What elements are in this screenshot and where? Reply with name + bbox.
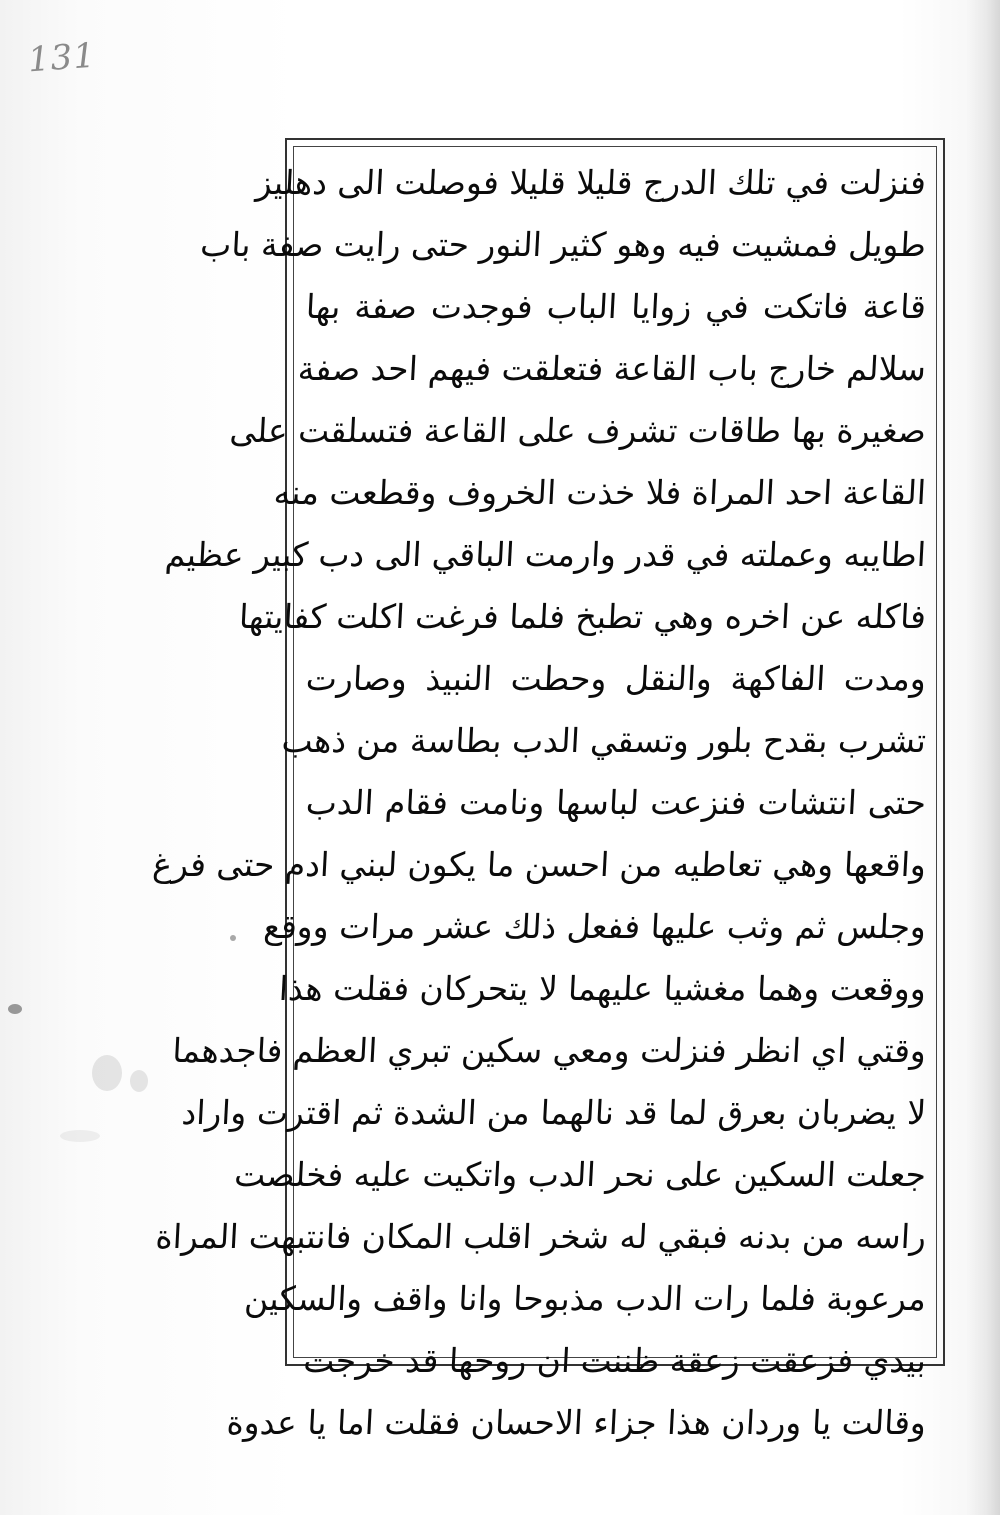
folio-number: 131 xyxy=(26,35,98,81)
manuscript-line: فنزلت في تلك الدرج قليلا قليلا فوصلت الى دهليز xyxy=(254,163,928,202)
manuscript-line: سلالم خارج باب القاعة فتعلقت فيهم احد صفة xyxy=(296,349,928,388)
manuscript-line: مرعوبة فلما رات الدب مذبوحا وانا واقف والسكين xyxy=(243,1279,928,1318)
manuscript-line: وقتي اي انظر فنزلت ومعي سكين تبري العظم فاجدهما xyxy=(171,1031,928,1070)
manuscript-line: وقالت يا وردان هذا جزاء الاحسان فقلت اما يا عدوة xyxy=(225,1403,928,1442)
binding-gutter-shadow xyxy=(966,0,1000,1515)
ink-dot xyxy=(8,1004,22,1014)
manuscript-line: لا يضربان بعرق لما قد نالهما من الشدة ثم اقترت واراد xyxy=(180,1093,928,1132)
manuscript-line: قاعة فاتكت في زوايا الباب فوجدت صفة بها xyxy=(305,287,928,326)
manuscript-line: تشرب بقدح بلور وتسقي الدب بطاسة من ذهب xyxy=(280,721,928,760)
manuscript-line: ووقعت وهما مغشيا عليهما لا يتحركان فقلت هذا xyxy=(278,969,928,1008)
manuscript-line: طويل فمشيت فيه وهو كثير النور حتى رايت صفة باب xyxy=(199,225,928,264)
manuscript-text-block xyxy=(151,152,932,1442)
ink-stain xyxy=(92,1055,122,1091)
manuscript-line: وجلس ثم وثب عليها ففعل ذلك عشر مرات ووقع xyxy=(262,907,928,946)
ink-stain xyxy=(130,1070,148,1092)
manuscript-line: القاعة احد المراة فلا خذت الخروف وقطعت منه xyxy=(272,473,928,512)
paper-stain xyxy=(60,1130,100,1142)
manuscript-line: اطايبه وعملته في قدر وارمت الباقي الى دب كبير عظيم xyxy=(164,535,928,574)
manuscript-line: حتى انتشات فنزعت لباسها ونامت فقام الدب xyxy=(305,783,928,822)
manuscript-line: جعلت السكين على نحر الدب واتكيت عليه فخلصت xyxy=(233,1155,928,1194)
manuscript-line: واقعها وهي تعاطيه من احسن ما يكون لبني ادم حتى فرغ xyxy=(151,845,928,884)
manuscript-line: فاكله عن اخره وهي تطبخ فلما فرغت اكلت كفايتها xyxy=(238,597,928,636)
manuscript-line: ومدت الفاكهة والنقل وحطت النبيذ وصارت xyxy=(305,659,928,698)
ink-dot xyxy=(230,935,236,941)
manuscript-line: بيدي فزعقت زعقة ظننت ان روحها قد خرجت xyxy=(302,1341,928,1380)
manuscript-line: صغيرة بها طاقات تشرف على القاعة فتسلقت على xyxy=(228,411,928,450)
manuscript-line: راسه من بدنه فبقي له شخر اقلب المكان فانتبهت المراة xyxy=(154,1217,928,1256)
